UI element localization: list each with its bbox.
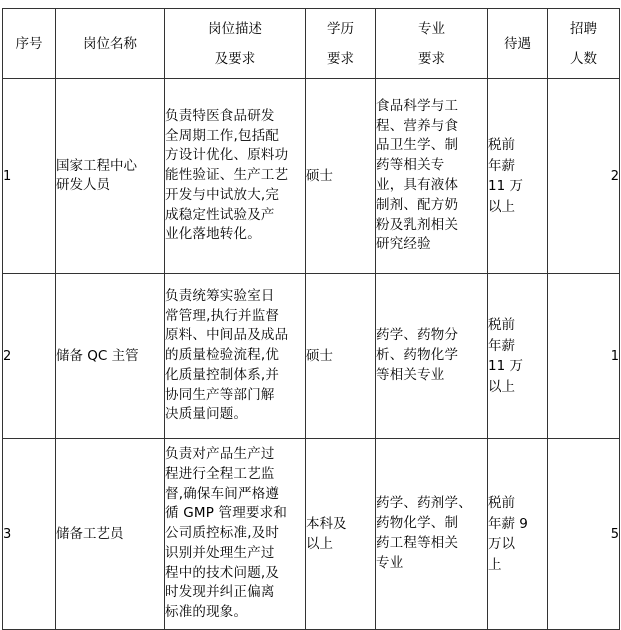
row-pay: 税前 年薪 9 万以 上 [488, 439, 548, 630]
row-position: 储备 QC 主管 [56, 274, 165, 439]
job-listing-table [2, 8, 620, 630]
row-position: 国家工程中心 研发人员 [56, 79, 165, 274]
row-education: 硕士 [306, 274, 376, 439]
table-row [3, 439, 620, 630]
row-seq: 3 [3, 439, 56, 630]
row-pay: 税前 年薪 11 万 以上 [488, 274, 548, 439]
row-seq: 2 [3, 274, 56, 439]
row-major: 药学、药物分 析、药物化学 等相关专业 [376, 274, 488, 439]
header-major-line1: 专业 [418, 20, 445, 37]
header-description [165, 9, 306, 79]
header-major-line2: 要求 [418, 50, 445, 67]
row-description: 负责统筹实验室日 常管理,执行并监督 原料、中间品及成品 的质量检验流程,优 化质量控制体系,并 协同生产等部门解 决质量问题。 [165, 274, 306, 439]
header-position: 岗位名称 [56, 9, 165, 79]
header-description-line2: 及要求 [214, 50, 256, 67]
row-count: 5 [548, 439, 620, 630]
header-count [548, 9, 620, 79]
row-education: 本科及 以上 [306, 439, 376, 630]
header-seq: 序号 [3, 9, 56, 79]
row-position: 储备工艺员 [56, 439, 165, 630]
row-description: 负责特医食品研发 全周期工作,包括配 方设计优化、原料功 能性验证、生产工艺 开发与中试放大,完 成稳定性试验及产 业化落地转化。 [165, 79, 306, 274]
header-count-line2: 人数 [570, 50, 597, 67]
header-row [3, 9, 620, 79]
table-row [3, 79, 620, 274]
header-pay: 待遇 [488, 9, 548, 79]
row-description: 负责对产品生产过 程进行全程工艺监 督,确保车间严格遵 循 GMP 管理要求和 公司质控标准,及时 识别并处理生产过 程中的技术问题,及 时发现并纠正偏离 标准的现象。 [165, 439, 306, 630]
header-count-line1: 招聘 [570, 20, 597, 37]
row-pay: 税前 年薪 11 万 以上 [488, 79, 548, 274]
header-description-line1: 岗位描述 [208, 20, 262, 37]
table-row [3, 274, 620, 439]
row-major: 药学、药剂学、 药物化学、制 药工程等相关 专业 [376, 439, 488, 630]
row-count: 2 [548, 79, 620, 274]
header-major [376, 9, 488, 79]
header-education-line2: 要求 [327, 50, 354, 67]
row-education: 硕士 [306, 79, 376, 274]
header-education [306, 9, 376, 79]
row-major: 食品科学与工 程、营养与食 品卫生学、制 药等相关专 业，具有液体 制剂、配方奶 粉及乳剂相关 研究经验 [376, 79, 488, 274]
header-education-line1: 学历 [327, 20, 354, 37]
row-count: 1 [548, 274, 620, 439]
row-seq: 1 [3, 79, 56, 274]
